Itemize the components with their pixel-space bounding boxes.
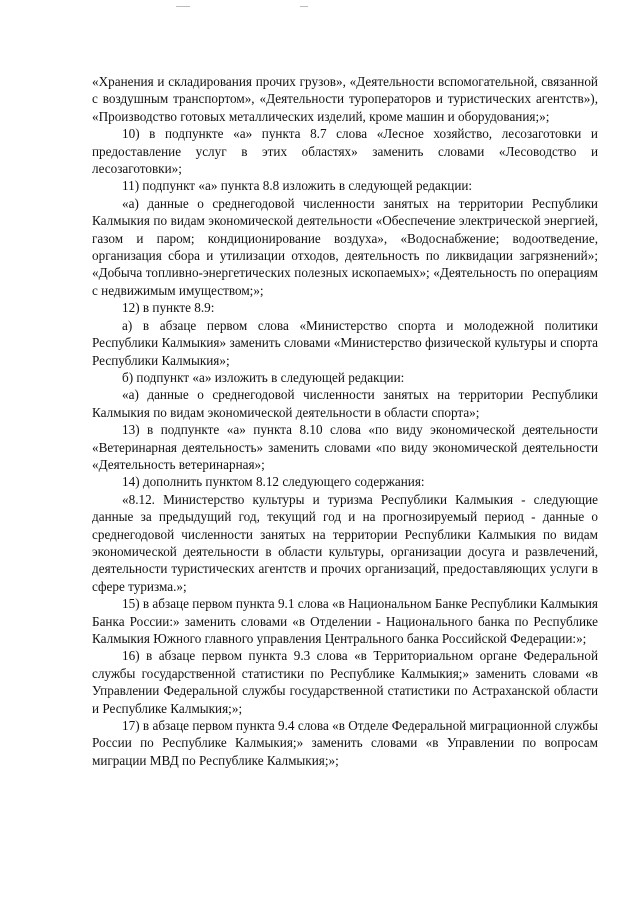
paragraph: 12) в пункте 8.9: (122, 300, 215, 316)
paragraph: б) подпункт «а» изложить в следующей редакции: (122, 369, 405, 385)
paragraph: 10) в подпункте «а» пункта 8.7 слова «Лесное хозяйство, лесозаготовки и предоставление услуг в этих областях» заменить словами «Лесоводство и лесозаготовки»; (92, 126, 598, 177)
scan-artifact (300, 6, 308, 7)
paragraph: 16) в абзаце первом пункта 9.3 слова «в Территориальном органе Федеральной службы государственной статистики по Республике Калмыкия;» заменить словами «в Управлении Федеральной службы государственной статистики по Астраханской области и Республике Калмыкия;»; (92, 648, 598, 716)
paragraph: 11) подпункт «а» пункта 8.8 изложить в следующей редакции: (122, 178, 473, 194)
paragraph: 13) в подпункте «а» пункта 8.10 слова «по виду экономической деятельности «Ветеринарная деятельность» заменить словами «по виду экономической деятельности «Деятельность ветеринарная»; (92, 422, 598, 472)
paragraph: «а) данные о среднегодовой численности занятых на территории Республики Калмыкия по видам экономической деятельности «Обеспечение электрической энергией, газом и паром; кондиционирование воздуха», «Водоснабжение; водоотведение, организация сбора и утилизации отходов, деятельность по ликвидации загрязнений»; «Добыча топливно-энергетических полезных ископаемых»; «Деятельность по операциям с недвижимым имуществом;»; (92, 195, 598, 298)
paragraph: а) в абзаце первом слова «Министерство спорта и молодежной политики Республики Калмыкия» заменить словами «Министерство физической культуры и спорта Республики Калмыкия»; (92, 317, 598, 368)
document-body (92, 73, 598, 769)
paragraph: 15) в абзаце первом пункта 9.1 слова «в Национальном Банке Республики Калмыкия Банка России:» заменить словами «в Отделении - Национального банка по Республике Калмыкия Южного главного управления Центрального банка Российской Федерации:»; (92, 596, 598, 646)
paragraph: «а) данные о среднегодовой численности занятых на территории Республики Калмыкия по видам экономической деятельности в области спорта»; (92, 387, 598, 420)
paragraph: 17) в абзаце первом пункта 9.4 слова «в Отделе Федеральной миграционной службы России по Республике Калмыкия;» заменить словами «в Управлении по вопросам миграции МВД по Республике Калмыкия;»; (92, 718, 598, 768)
paragraph: «8.12. Министерство культуры и туризма Республики Калмыкия - следующие данные за предыдущий год, текущий год и на прогнозируемый период - данные о среднегодовой численности занятых на территории Республики Калмыкия по видам экономической деятельности в области культуры, организации досуга и развлечений, деятельности туристических агентств и прочих организаций, предоставляющих услуги в сфере туризма.»; (92, 491, 598, 594)
scan-artifact (176, 6, 190, 7)
paragraph: «Хранения и складирования прочих грузов», «Деятельности вспомогательной, связанной с воздушным транспортом», «Деятельности туроператоров и туристических агентств»), «Производство готовых металлических изделий, кроме машин и оборудования;»; (92, 74, 598, 124)
paragraph: 14) дополнить пунктом 8.12 следующего содержания: (122, 474, 425, 490)
